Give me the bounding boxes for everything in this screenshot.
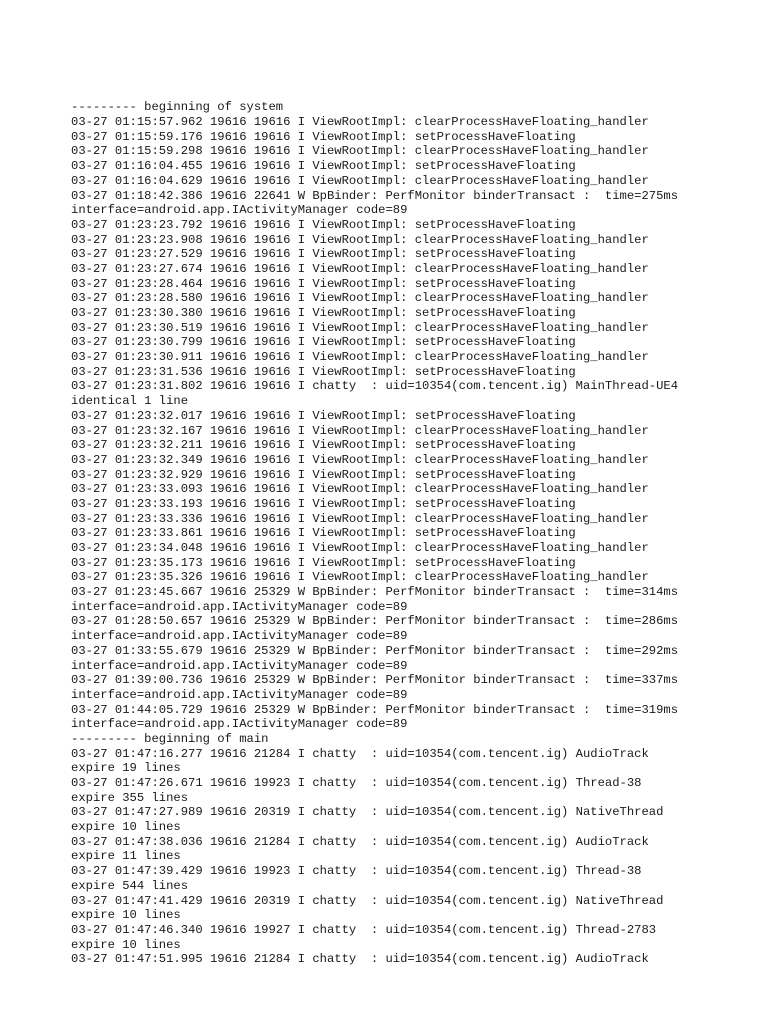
log-line: 03-27 01:23:30.380 19616 19616 I ViewRootImpl: setProcessHaveFloating: [71, 306, 576, 321]
log-line: 03-27 01:23:45.667 19616 25329 W BpBinder: PerfMonitor binderTransact : time=314ms: [71, 585, 679, 600]
log-line: 03-27 01:23:23.908 19616 19616 I ViewRootImpl: clearProcessHaveFloating_handler: [71, 232, 649, 247]
log-line: 03-27 01:15:59.298 19616 19616 I ViewRootImpl: clearProcessHaveFloating_handler: [71, 144, 649, 159]
log-line: 03-27 01:16:04.455 19616 19616 I ViewRootImpl: setProcessHaveFloating: [71, 159, 576, 174]
log-line: 03-27 01:47:41.429 19616 20319 I chatty : uid=10354(com.tencent.ig) NativeThread: [71, 893, 664, 908]
log-line: 03-27 01:47:38.036 19616 21284 I chatty : uid=10354(com.tencent.ig) AudioTrack: [71, 834, 649, 849]
log-line: 03-27 01:23:35.173 19616 19616 I ViewRootImpl: setProcessHaveFloating: [71, 555, 576, 570]
log-line: 03-27 01:23:33.193 19616 19616 I ViewRootImpl: setProcessHaveFloating: [71, 496, 576, 511]
log-line: 03-27 01:23:34.048 19616 19616 I ViewRootImpl: clearProcessHaveFloating_handler: [71, 541, 649, 556]
log-document: [71, 71, 761, 982]
log-line: 03-27 01:23:23.792 19616 19616 I ViewRootImpl: setProcessHaveFloating: [71, 217, 576, 232]
log-line: interface=android.app.IActivityManager code=89: [71, 629, 408, 644]
log-line: 03-27 01:47:27.989 19616 20319 I chatty : uid=10354(com.tencent.ig) NativeThread: [71, 805, 664, 820]
log-line: --------- beginning of main: [71, 731, 269, 746]
log-line: 03-27 01:23:30.911 19616 19616 I ViewRootImpl: clearProcessHaveFloating_handler: [71, 350, 649, 365]
log-line: 03-27 01:23:32.929 19616 19616 I ViewRootImpl: setProcessHaveFloating: [71, 467, 576, 482]
log-line: 03-27 01:23:31.536 19616 19616 I ViewRootImpl: setProcessHaveFloating: [71, 364, 576, 379]
log-line: expire 10 lines: [71, 937, 181, 952]
log-line: 03-27 01:23:28.580 19616 19616 I ViewRootImpl: clearProcessHaveFloating_handler: [71, 291, 649, 306]
log-line: 03-27 01:23:32.167 19616 19616 I ViewRootImpl: clearProcessHaveFloating_handler: [71, 423, 649, 438]
log-line: expire 10 lines: [71, 820, 181, 835]
log-line: expire 355 lines: [71, 790, 189, 805]
log-line: expire 19 lines: [71, 761, 181, 776]
log-line: 03-27 01:15:57.962 19616 19616 I ViewRootImpl: clearProcessHaveFloating_handler: [71, 115, 649, 130]
log-line: 03-27 01:23:33.336 19616 19616 I ViewRootImpl: clearProcessHaveFloating_handler: [71, 511, 649, 526]
log-line: 03-27 01:16:04.629 19616 19616 I ViewRootImpl: clearProcessHaveFloating_handler: [71, 173, 649, 188]
log-line: 03-27 01:47:26.671 19616 19923 I chatty : uid=10354(com.tencent.ig) Thread-38: [71, 776, 642, 791]
log-line: expire 11 lines: [71, 849, 181, 864]
log-line: interface=android.app.IActivityManager code=89: [71, 658, 408, 673]
log-line: interface=android.app.IActivityManager code=89: [71, 717, 408, 732]
log-line: 03-27 01:23:28.464 19616 19616 I ViewRootImpl: setProcessHaveFloating: [71, 276, 576, 291]
log-line: 03-27 01:23:27.529 19616 19616 I ViewRootImpl: setProcessHaveFloating: [71, 247, 576, 262]
log-line: 03-27 01:33:55.679 19616 25329 W BpBinder: PerfMonitor binderTransact : time=292ms: [71, 643, 679, 658]
log-line: identical 1 line: [71, 394, 189, 409]
log-line: 03-27 01:44:05.729 19616 25329 W BpBinder: PerfMonitor binderTransact : time=319ms: [71, 702, 679, 717]
log-line: interface=android.app.IActivityManager code=89: [71, 203, 408, 218]
log-line: 03-27 01:47:46.340 19616 19927 I chatty : uid=10354(com.tencent.ig) Thread-2783: [71, 922, 657, 937]
log-line: 03-27 01:23:35.326 19616 19616 I ViewRootImpl: clearProcessHaveFloating_handler: [71, 570, 649, 585]
log-line: 03-27 01:15:59.176 19616 19616 I ViewRootImpl: setProcessHaveFloating: [71, 129, 576, 144]
log-line: 03-27 01:23:33.861 19616 19616 I ViewRootImpl: setProcessHaveFloating: [71, 526, 576, 541]
log-line: 03-27 01:47:16.277 19616 21284 I chatty : uid=10354(com.tencent.ig) AudioTrack: [71, 746, 649, 761]
log-line: --------- beginning of system: [71, 100, 284, 115]
log-line: 03-27 01:18:42.386 19616 22641 W BpBinder: PerfMonitor binderTransact : time=275ms: [71, 188, 679, 203]
log-lines-container: [71, 100, 761, 967]
log-line: 03-27 01:23:27.674 19616 19616 I ViewRootImpl: clearProcessHaveFloating_handler: [71, 261, 649, 276]
log-line: 03-27 01:23:30.799 19616 19616 I ViewRootImpl: setProcessHaveFloating: [71, 335, 576, 350]
log-line: 03-27 01:47:51.995 19616 21284 I chatty : uid=10354(com.tencent.ig) AudioTrack: [71, 952, 649, 967]
log-line: 03-27 01:23:33.093 19616 19616 I ViewRootImpl: clearProcessHaveFloating_handler: [71, 482, 649, 497]
log-line: 03-27 01:23:32.349 19616 19616 I ViewRootImpl: clearProcessHaveFloating_handler: [71, 452, 649, 467]
log-line: 03-27 01:23:31.802 19616 19616 I chatty : uid=10354(com.tencent.ig) MainThread-UE4: [71, 379, 679, 394]
log-line: expire 10 lines: [71, 908, 181, 923]
log-line: interface=android.app.IActivityManager code=89: [71, 599, 408, 614]
log-line: 03-27 01:39:00.736 19616 25329 W BpBinder: PerfMonitor binderTransact : time=337ms: [71, 673, 679, 688]
log-line: 03-27 01:23:32.017 19616 19616 I ViewRootImpl: setProcessHaveFloating: [71, 408, 576, 423]
log-line: expire 544 lines: [71, 878, 189, 893]
log-line: 03-27 01:23:30.519 19616 19616 I ViewRootImpl: clearProcessHaveFloating_handler: [71, 320, 649, 335]
log-line: interface=android.app.IActivityManager code=89: [71, 687, 408, 702]
log-line: 03-27 01:23:32.211 19616 19616 I ViewRootImpl: setProcessHaveFloating: [71, 438, 576, 453]
log-line: 03-27 01:28:50.657 19616 25329 W BpBinder: PerfMonitor binderTransact : time=286ms: [71, 614, 679, 629]
log-line: 03-27 01:47:39.429 19616 19923 I chatty : uid=10354(com.tencent.ig) Thread-38: [71, 864, 642, 879]
